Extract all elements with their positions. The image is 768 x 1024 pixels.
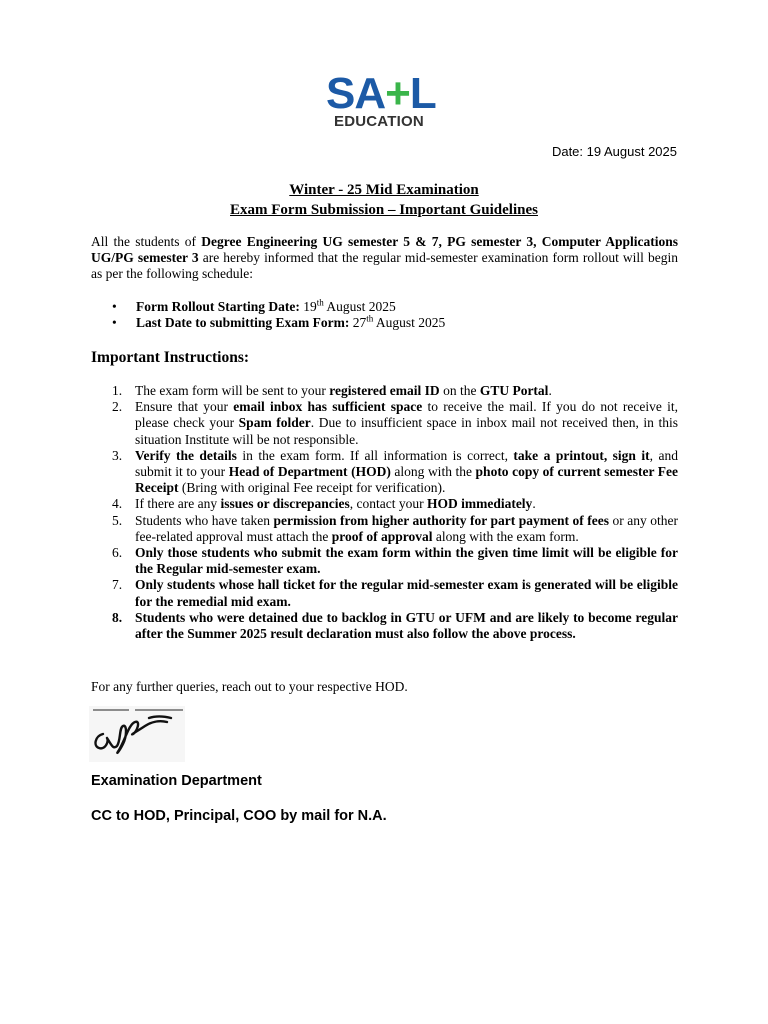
instruction-item: 4. If there are any issues or discrepancies, contact your HOD immediately. bbox=[112, 496, 536, 512]
title-line-2: Exam Form Submission – Important Guidelines bbox=[230, 202, 538, 218]
further-queries-text: For any further queries, reach out to your respective HOD. bbox=[91, 679, 408, 694]
instruction-number: 1. bbox=[112, 383, 123, 398]
schedule-list bbox=[112, 299, 445, 331]
instruction-number: 8. bbox=[112, 609, 123, 625]
intro-paragraph: All the students of Degree Engineering UG semester 5 & 7, PG semester 3, Computer Applications UG/PG semester 3 are hereby informed that the regular mid-semester examination form rollout will begin as per the following schedule: bbox=[91, 234, 678, 281]
signature-image bbox=[89, 706, 185, 762]
instruction-item: 3. Verify the details in the exam form. If all information is correct, take a printout, sign it, and submit it to your Head of Department (HOD) along with the photo copy of current semester Fee Receipt (Bring with original Fee receipt for verification). bbox=[112, 447, 678, 496]
document-date: Date: 19 August 2025 bbox=[551, 144, 677, 159]
instruction-item: 1. The exam form will be sent to your registered email ID on the GTU Portal. bbox=[112, 383, 552, 398]
cc-line: CC to HOD, Principal, COO by mail for N.A. bbox=[91, 808, 387, 824]
instruction-item: 5. Students who have taken permission from higher authority for part payment of fees or any other fee-related approval must attach the proof of approval along with the exam form. bbox=[112, 512, 679, 544]
sal-education-logo bbox=[326, 69, 446, 130]
instruction-number: 6. bbox=[112, 545, 123, 561]
instruction-number: 2. bbox=[112, 399, 123, 415]
instruction-item: 8. Students who were detained due to backlog in GTU or UFM and are likely to become regular after the Summer 2025 result declaration must also follow the above process. bbox=[112, 609, 678, 642]
instruction-item: 7. Only students whose hall ticket for the regular mid-semester exam is generated will be eligible for the remedial mid exam. bbox=[112, 577, 678, 609]
instruction-number: 5. bbox=[112, 512, 123, 528]
document-title bbox=[0, 180, 768, 220]
instruction-item: 2. Ensure that your email inbox has sufficient space to receive the mail. If you do not receive it, please check your Spam folder. Due to insufficient space in inbox mail not received then, in this situation Institute will be not responsible. bbox=[112, 399, 679, 447]
logo-wordmark: SA+L bbox=[326, 69, 436, 118]
instructions-list bbox=[112, 383, 678, 642]
schedule-item: • Form Rollout Starting Date: 19th August 2025 bbox=[112, 299, 445, 315]
instruction-item: 6. Only those students who submit the exam form within the given time limit will be eligible for the Regular mid-semester exam. bbox=[112, 545, 678, 577]
instruction-number: 3. bbox=[112, 447, 123, 463]
instruction-number: 7. bbox=[112, 577, 123, 593]
instructions-heading: Important Instructions: bbox=[91, 349, 250, 366]
schedule-item: • Last Date to submitting Exam Form: 27th August 2025 bbox=[112, 315, 445, 331]
title-line-1: Winter - 25 Mid Examination bbox=[289, 182, 479, 198]
instruction-number: 4. bbox=[112, 496, 123, 512]
examination-department-label: Examination Department bbox=[91, 773, 262, 789]
logo-subtitle: EDUCATION bbox=[334, 113, 424, 130]
